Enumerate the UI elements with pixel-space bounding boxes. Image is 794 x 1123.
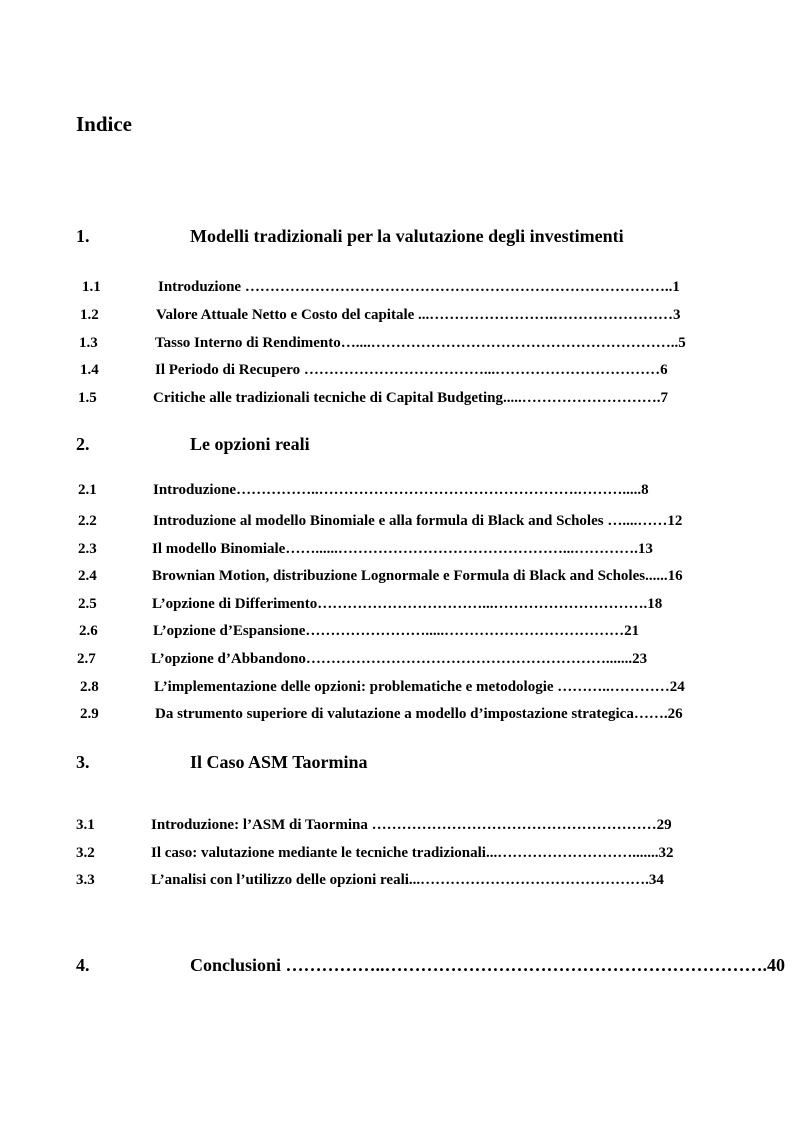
entry-number: 2.1 bbox=[78, 482, 97, 498]
entry-text: Introduzione al modello Binomiale e alla formula di Black and Scholes …....……12 bbox=[153, 513, 683, 529]
entry-number: 2.5 bbox=[78, 596, 97, 612]
chapter-title: Modelli tradizionali per la valutazione degli investimenti bbox=[190, 226, 624, 246]
entry-text: L’analisi con l’utilizzo delle opzioni reali...……………………………………….34 bbox=[151, 872, 664, 888]
chapter-number: 3. bbox=[76, 752, 90, 772]
entry-number: 3.2 bbox=[76, 845, 95, 861]
entry-number: 2.8 bbox=[80, 679, 99, 695]
entry-text: Introduzione …………………………………………………………………………..1 bbox=[158, 279, 680, 295]
entry-number: 2.2 bbox=[78, 513, 97, 529]
entry-text: Tasso Interno di Rendimento…....……………………………………………………..5 bbox=[155, 335, 686, 351]
entry-number: 2.4 bbox=[78, 568, 97, 584]
entry-number: 1.1 bbox=[82, 279, 101, 295]
page-title: Indice bbox=[76, 112, 133, 136]
entry-text: Brownian Motion, distribuzione Lognormale e Formula di Black and Scholes......16 bbox=[152, 568, 683, 584]
entry-number: 3.1 bbox=[76, 817, 95, 833]
entry-text: Introduzione……………..…………………………………………….……….....8 bbox=[153, 482, 649, 498]
chapter-title: Il Caso ASM Taormina bbox=[190, 752, 368, 772]
entry-number: 1.5 bbox=[78, 390, 97, 406]
entry-number: 1.2 bbox=[80, 307, 99, 323]
chapter-number: 2. bbox=[76, 434, 90, 454]
chapter-title[interactable]: Conclusioni ……………..……………………………………………………….40 bbox=[190, 955, 786, 975]
entry-number: 2.9 bbox=[80, 706, 99, 722]
entry-number: 2.6 bbox=[79, 623, 98, 639]
chapter-number: 1. bbox=[76, 226, 90, 246]
entry-text: Il caso: valutazione mediante le tecniche tradizionali...……………………….......32 bbox=[151, 845, 674, 861]
entry-number: 1.3 bbox=[79, 335, 98, 351]
chapter-number: 4. bbox=[76, 955, 90, 975]
entry-text: Critiche alle tradizionali tecniche di Capital Budgeting.....……………………….7 bbox=[153, 390, 668, 406]
entry-number: 2.3 bbox=[78, 541, 97, 557]
chapter-title: Le opzioni reali bbox=[190, 434, 310, 454]
entry-text: L’opzione d’Espansione…………………….....………………………………21 bbox=[153, 623, 640, 639]
entry-text: L’opzione di Differimento……………………………...………………………….18 bbox=[152, 596, 663, 612]
entry-text: Valore Attuale Netto e Costo del capitale ...…………………….……………………3 bbox=[156, 307, 681, 323]
entry-number: 1.4 bbox=[80, 362, 99, 378]
entry-text: L’opzione d’Abbandono…………………………………………………….......23 bbox=[151, 651, 648, 667]
entry-number: 2.7 bbox=[77, 651, 96, 667]
entry-number: 3.3 bbox=[76, 872, 95, 888]
entry-text: Introduzione: l’ASM di Taormina …………………………………………………29 bbox=[151, 817, 672, 833]
entry-text: L’implementazione delle opzioni: problematiche e metodologie ………..…………24 bbox=[154, 679, 685, 695]
entry-text: Da strumento superiore di valutazione a modello d’impostazione strategica…….26 bbox=[155, 706, 683, 722]
entry-text: Il modello Binomiale……......………………………………………...………….13 bbox=[152, 541, 653, 557]
entry-text: Il Periodo di Recupero ………………………………...……………………………6 bbox=[155, 362, 668, 378]
